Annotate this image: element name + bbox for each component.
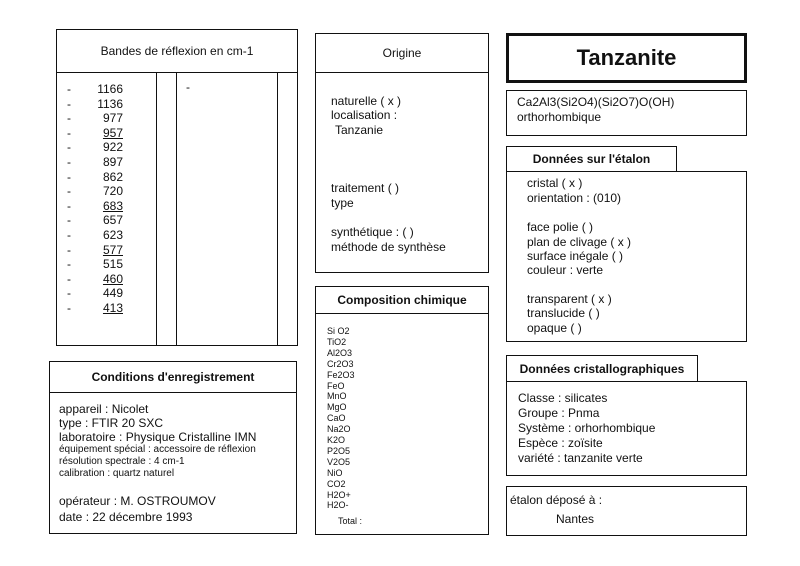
band-dash: - [67, 286, 71, 301]
band-row [67, 243, 147, 257]
band-row [67, 272, 147, 286]
cristallo-variete: variété : tanzanite verte [518, 451, 643, 465]
band-dash: - [67, 184, 71, 199]
band-dash: - [67, 111, 71, 126]
conditions-date: date : 22 décembre 1993 [59, 510, 193, 524]
origine-type: type [331, 196, 354, 210]
band-dash: - [67, 271, 71, 286]
etalon-transparent: transparent ( x ) [527, 292, 612, 306]
band-value: 1136 [97, 96, 123, 111]
etalon-header [506, 146, 677, 172]
composition-item: CO2 [327, 478, 346, 489]
band-value: 623 [102, 228, 123, 242]
band-row [67, 155, 147, 169]
mineral-system: orthorhombique [517, 110, 602, 124]
cristallo-classe: Classe : silicates [518, 391, 608, 405]
cristallo-espece: Espèce : zoïsite [518, 436, 603, 450]
band-dash: - [67, 82, 71, 96]
conditions-header [49, 361, 297, 393]
composition-item: Na2O [327, 424, 351, 435]
origine-synthetique: synthétique : ( ) [331, 225, 414, 239]
origine-naturelle: naturelle ( x ) [331, 94, 402, 108]
composition-item: H2O- [327, 500, 349, 511]
band-dash: - [67, 125, 71, 140]
band-value: 977 [102, 111, 123, 126]
composition-item: NiO [327, 467, 343, 478]
origine-methode: méthode de synthèse [331, 240, 446, 254]
composition-item: Cr2O3 [327, 358, 354, 369]
etalon-plan: plan de clivage ( x ) [527, 235, 632, 249]
origine-title: Origine [382, 46, 422, 60]
etalon-couleur: couleur : verte [527, 263, 604, 277]
etalon-face: face polie ( ) [527, 220, 594, 234]
band-value: 862 [102, 169, 123, 184]
composition-item: Al2O3 [327, 347, 353, 358]
band-row [67, 126, 147, 140]
band-value: 720 [102, 184, 123, 199]
composition-item: CaO [327, 413, 346, 424]
origine-localisation-value: Tanzanie [335, 123, 384, 137]
band-dash: - [67, 140, 71, 155]
composition-item: FeO [327, 380, 345, 391]
etalon-surface: surface inégale ( ) [527, 249, 624, 263]
band-dash: - [67, 213, 71, 228]
composition-item: P2O5 [327, 445, 351, 456]
bandes-col-divider-3 [277, 73, 278, 345]
composition-total: Total : [338, 516, 363, 526]
band-row [67, 286, 147, 300]
etalon-opaque: opaque ( ) [527, 321, 582, 335]
conditions-resolution: résolution spectrale : 4 cm-1 [59, 456, 185, 467]
mineral-title-box [506, 33, 747, 83]
etalon-translucide: translucide ( ) [527, 306, 600, 320]
etalon-orientation: orientation : (010) [527, 191, 622, 205]
origine-traitement: traitement ( ) [331, 181, 400, 195]
conditions-appareil: appareil : Nicolet [59, 402, 149, 416]
band-row [67, 170, 147, 184]
composition-header [315, 286, 489, 314]
composition-item: V2O5 [327, 456, 351, 467]
cristallo-title: Données cristallographiques [519, 361, 685, 376]
band-row [67, 111, 147, 125]
composition-item: H2O+ [327, 489, 351, 500]
composition-item: Si O2 [327, 326, 350, 336]
bandes-col-divider-2 [176, 73, 177, 345]
band-value: 413 [102, 301, 123, 315]
band-row [67, 140, 147, 154]
etalon-title: Données sur l'étalon [532, 152, 651, 166]
band-row [67, 97, 147, 111]
band-row [67, 301, 147, 315]
band-value: 657 [102, 213, 123, 228]
bandes-col-divider-1 [156, 73, 157, 345]
band-value: 1166 [97, 82, 123, 96]
band-row [67, 199, 147, 213]
band-row [67, 228, 147, 242]
band-row [67, 257, 147, 271]
bandes-col2-mark: - [186, 80, 190, 94]
mineral-name: Tanzanite [576, 45, 677, 70]
cristallo-groupe: Groupe : Pnma [518, 406, 600, 420]
cristallo-systeme: Système : orhorhombique [518, 421, 656, 435]
band-value: 957 [102, 125, 123, 140]
conditions-calibration: calibration : quartz naturel [59, 468, 175, 479]
conditions-type: type : FTIR 20 SXC [59, 416, 164, 430]
origine-header [315, 33, 489, 73]
mineral-formula: Ca2Al3(Si2O4)(Si2O7)O(OH) [517, 95, 675, 109]
band-dash: - [67, 242, 71, 257]
bandes-title: Bandes de réflexion en cm-1 [100, 44, 254, 58]
band-value: 922 [102, 140, 123, 155]
band-dash: - [67, 301, 71, 315]
band-row [67, 184, 147, 198]
band-row [67, 213, 147, 227]
band-dash: - [67, 96, 71, 111]
composition-title: Composition chimique [337, 293, 467, 307]
conditions-equipement: équipement spécial : accessoire de réflexion [59, 444, 256, 455]
conditions-laboratoire: laboratoire : Physique Cristalline IMN [59, 430, 257, 444]
cristallo-header [506, 355, 698, 382]
composition-item: Fe2O3 [327, 369, 355, 380]
etalon-cristal: cristal ( x ) [527, 176, 583, 190]
conditions-title: Conditions d'enregistrement [91, 370, 255, 384]
depot-value: Nantes [556, 512, 595, 526]
conditions-operateur: opérateur : M. OSTROUMOV [59, 494, 216, 508]
origine-localisation: localisation : [331, 108, 398, 122]
band-value: 449 [102, 286, 123, 301]
band-dash: - [67, 228, 71, 242]
band-dash: - [67, 198, 71, 213]
band-dash: - [67, 155, 71, 169]
band-value: 683 [102, 198, 123, 213]
band-value: 577 [102, 242, 123, 257]
band-dash: - [67, 169, 71, 184]
band-value: 515 [102, 257, 123, 272]
band-value: 897 [102, 155, 123, 169]
composition-item: MnO [327, 391, 347, 402]
bandes-header [56, 29, 298, 73]
band-value: 460 [102, 271, 123, 286]
composition-item: MgO [327, 402, 347, 413]
composition-item: TiO2 [327, 336, 347, 347]
band-dash: - [67, 257, 71, 272]
composition-item: K2O [327, 435, 346, 445]
band-row [67, 82, 147, 96]
depot-label: étalon déposé à : [510, 493, 603, 507]
